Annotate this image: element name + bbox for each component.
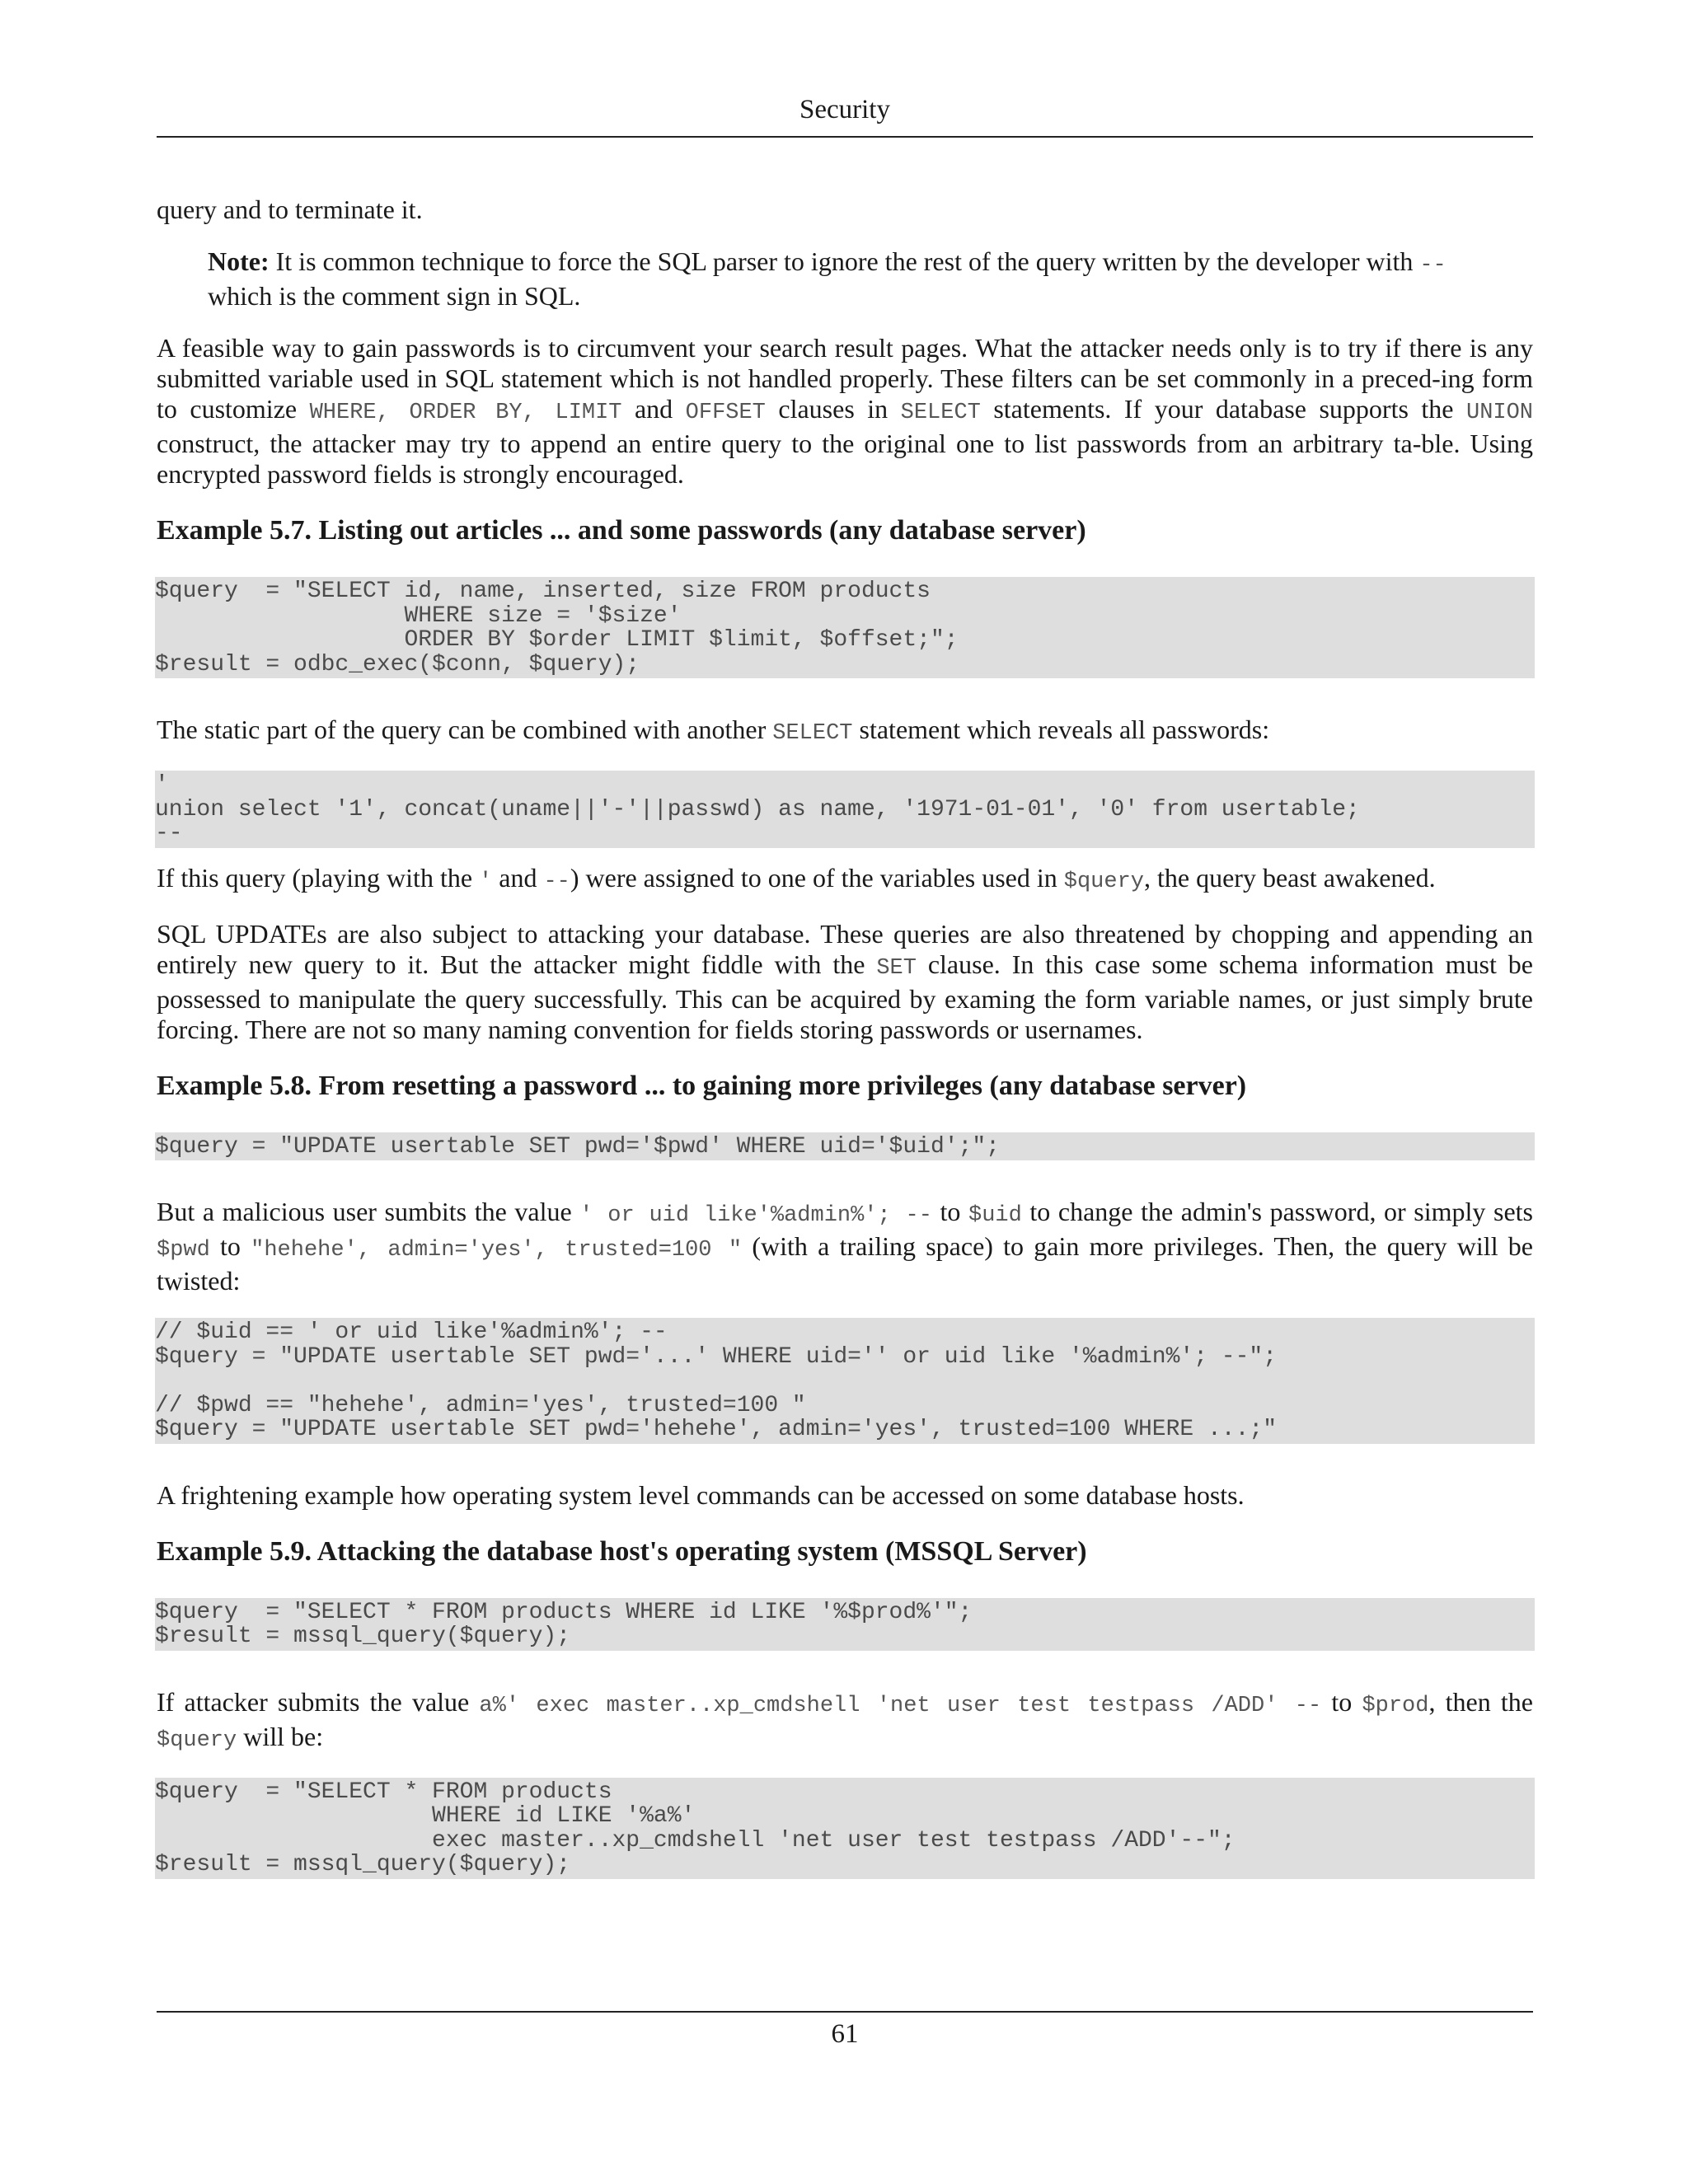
inline-code: $query — [157, 1727, 237, 1753]
paragraph-passwords — [157, 333, 1533, 490]
page — [157, 0, 1533, 2184]
paragraph-static-part — [157, 715, 1533, 749]
paragraph-continuation: query and to terminate it. — [157, 194, 423, 224]
page-body — [157, 194, 1533, 1915]
example-5-7-title: Example 5.7. Listing out articles ... and some passwords (any database server) — [157, 515, 1086, 546]
text: (with a trailing space) to gain more privileges. Then, the query will be twisted: — [157, 1231, 1534, 1296]
inline-code: -- — [1419, 253, 1447, 278]
inline-code: SELECT — [900, 401, 981, 425]
text: and — [621, 394, 686, 424]
text: The static part of the query can be combined with another — [157, 715, 773, 744]
inline-code: $prod — [1362, 1693, 1429, 1718]
inline-code: UNION — [1466, 401, 1534, 425]
footer-rule — [157, 2011, 1533, 2013]
inline-code: OFFSET — [685, 401, 766, 425]
text: will be: — [237, 1721, 324, 1751]
text: clause. In this case some schema information must be possessed to manipulate the query successfully. This can be acquired by examing the form variable names, or just simply brute forcing. There are not so many naming convention for fields storing passwords or usernames. — [157, 949, 1534, 1044]
text: , then the — [1428, 1686, 1534, 1717]
text: statement which reveals all passwords: — [852, 715, 1270, 744]
code-block-union: ' union select '1', concat(uname||'-'||passwd) as name, '1971-01-01', '0' from usertable; -- — [155, 771, 1535, 848]
note-text: which is the comment sign in SQL. — [208, 281, 581, 311]
text: and — [492, 862, 544, 893]
header-rule — [157, 136, 1533, 138]
inline-code: ' — [479, 869, 493, 894]
text: If attacker submits the value — [157, 1686, 480, 1717]
inline-code: SET — [876, 955, 917, 981]
note-text: It is common technique to force the SQL parser to ignore the rest of the query written by the developer with — [269, 246, 1420, 276]
page-number: 61 — [831, 2019, 859, 2049]
code-block-example-5-9: $query = "SELECT * FROM products WHERE id LIKE '%$prod%'"; $result = mssql_query($query); — [155, 1598, 1535, 1651]
inline-code: $uid — [968, 1203, 1022, 1228]
text: to — [1321, 1686, 1362, 1717]
text: SQL UPDATEs are also subject to attacking your database. These queries are also threatened by chopping and appending an entirely new query to it. But the attacker might fiddle with the — [157, 918, 1533, 979]
inline-code: a%' exec master..xp_cmdshell 'net user test testpass /ADD' -- — [479, 1693, 1322, 1718]
text: If this query (playing with the — [157, 862, 480, 893]
inline-code: WHERE, ORDER BY, LIMIT — [309, 401, 622, 425]
text: construct, the attacker may try to append an entire query to the original one to list passwords from an arbitrary ta-ble. Using encrypted password fields is strongly encouraged. — [157, 429, 1533, 489]
paragraph-attacker-submits — [157, 1687, 1533, 1756]
inline-code: "hehehe', admin='yes', trusted=100 " — [251, 1238, 743, 1263]
note-box — [208, 246, 1493, 312]
paragraph-query-beast — [157, 863, 1533, 898]
running-header: Security — [799, 95, 890, 124]
paragraph-malicious-user — [157, 1197, 1533, 1296]
code-block-example-5-7: $query = "SELECT id, name, inserted, size FROM products WHERE size = '$size' ORDER BY $order LIMIT $limit, $offset;"; $result = odbc_exec($conn, $query); — [155, 577, 1535, 678]
code-block-final-query: $query = "SELECT * FROM products WHERE id LIKE '%a%' exec master..xp_cmdshell 'net user test testpass /ADD'--"; $result = mssql_query($query); — [155, 1778, 1535, 1879]
text: clauses in — [765, 394, 901, 424]
text: But a malicious user sumbits the value — [157, 1197, 580, 1226]
example-5-9-title: Example 5.9. Attacking the database host's operating system (MSSQL Server) — [157, 1535, 1087, 1567]
text: to change the admin's password, or simply sets — [1021, 1197, 1533, 1226]
text: to — [931, 1197, 968, 1226]
inline-code: -- — [543, 869, 570, 894]
inline-code: SELECT — [772, 721, 853, 746]
note-label: Note: — [208, 246, 270, 276]
text: to — [209, 1231, 251, 1261]
code-block-twisted-query: // $uid == ' or uid like'%admin%'; -- $query = "UPDATE usertable SET pwd='...' WHERE uid='' or uid like '%admin%'; --"; // $pwd == "hehehe', admin='yes', trusted=100 " $query = "UPDATE usertable SET pwd='hehehe', admin='yes', trusted=100 WHERE ...;" — [155, 1318, 1535, 1444]
paragraph-frightening: A frightening example how operating system level commands can be accessed on some database hosts. — [157, 1479, 1245, 1510]
text: statements. If your database supports the — [980, 394, 1466, 424]
inline-code: ' or uid like'%admin%'; -- — [579, 1203, 932, 1228]
text: , the query beast awakened. — [1143, 862, 1436, 893]
inline-code: $query — [1063, 869, 1144, 894]
paragraph-sql-updates — [157, 919, 1533, 1045]
code-block-example-5-8: $query = "UPDATE usertable SET pwd='$pwd' WHERE uid='$uid';"; — [155, 1132, 1535, 1161]
text: A feasible way to gain passwords is to circumvent your search result pages. What the attacker needs only is to try if there is any submitted variable used in SQL statement which is not handled properly. These filters can be set commonly in a preced-ing form to customize — [157, 333, 1533, 424]
inline-code: $pwd — [157, 1238, 210, 1263]
text: ) were assigned to one of the variables used in — [570, 862, 1064, 893]
example-5-8-title: Example 5.8. From resetting a password ... to gaining more privileges (any database server) — [157, 1070, 1247, 1101]
